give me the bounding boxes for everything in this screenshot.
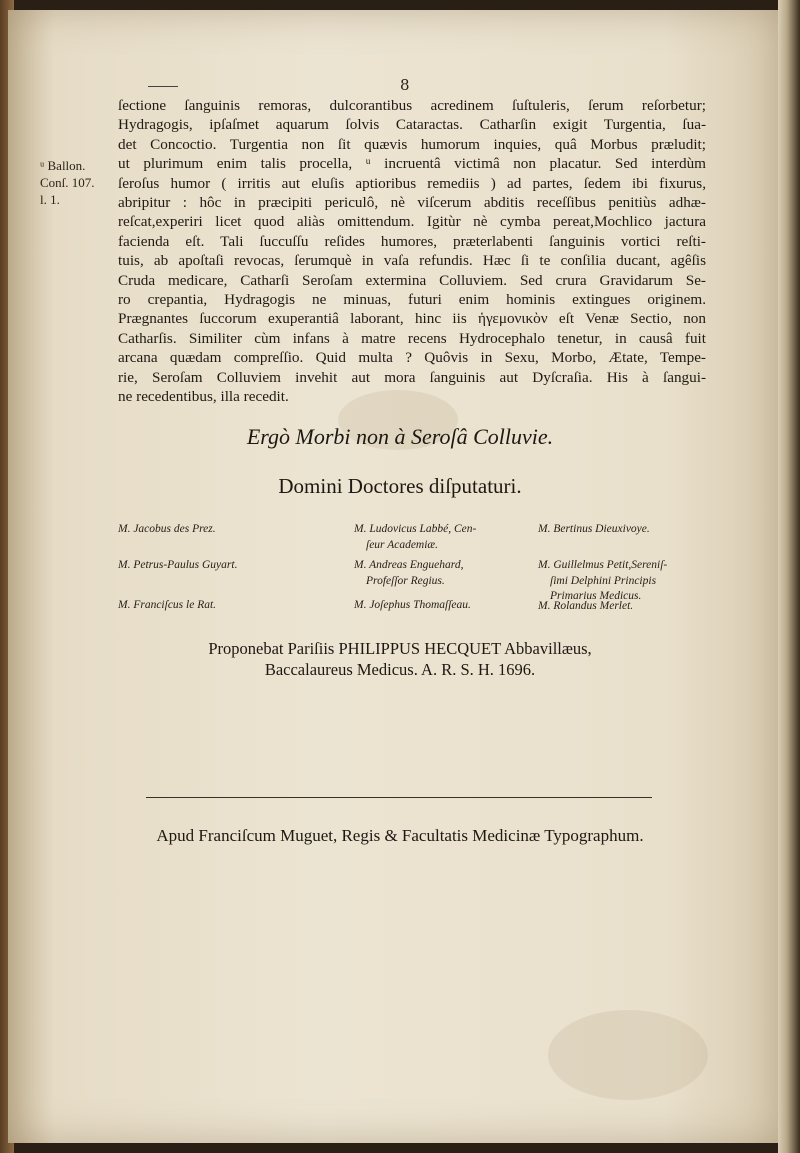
body-line: abripitur : hôc in præcipiti periculô, nè viſcerum abditis receſſibus penitiùs adhæ- bbox=[118, 194, 706, 212]
page-edge bbox=[778, 0, 800, 1153]
disputant-name: M. Andreas Enguehard, bbox=[354, 559, 464, 571]
disputant-name: M. Franciſcus le Rat. bbox=[118, 599, 217, 611]
body-line: Hydragogis, ipſaſmet aquarum ſolvis Cataractas. Catharſin exigit Turgentia, ſua- bbox=[118, 116, 706, 134]
body-line: ut plurimum enim talis procella, ᵘ incruentâ victimâ non placatur. Sed interdùm bbox=[118, 155, 706, 173]
body-line: reſcat,experiri licet quod aliàs omittendum. Igitùr nè cymba pereat,Mochlico jactura bbox=[118, 213, 706, 231]
disputant-name: M. Petrus-Paulus Guyart. bbox=[118, 559, 238, 571]
disputant-name: M. Rolandus Merlet. bbox=[538, 600, 634, 612]
paper-stain bbox=[548, 1010, 708, 1100]
body-text bbox=[118, 96, 706, 407]
disputants-title: Domini Doctores diſputaturi. bbox=[278, 474, 522, 498]
disputant-name-cont: ſeur Academiæ. bbox=[366, 539, 438, 551]
disputant-name-cont: ſimi Delphini Principis bbox=[550, 575, 657, 587]
disputant-name: M. Ludovicus Labbé, Cen- bbox=[354, 523, 477, 535]
body-line: ro crepantia, Hydragogis ne minuas, futuri enim hominis extingues originem. bbox=[118, 291, 706, 309]
disputant-name: M. Guillelmus Petit,Sereniſ- bbox=[538, 559, 668, 571]
margin-note-line: ᵘ Ballon. bbox=[40, 158, 86, 173]
body-line: ſeroſus humor ( irritis aut eluſis aptioribus remediis ) ad partes, ſedem ibi fixurus, bbox=[118, 174, 706, 192]
proponebat-statement bbox=[0, 638, 800, 680]
header-rule bbox=[148, 86, 178, 87]
body-line: ne recedentibus, illa recedit. bbox=[118, 388, 289, 406]
printer-imprint: Apud Franciſcum Muguet, Regis & Facultatis Medicinæ Typographum. bbox=[156, 826, 644, 845]
disputant-name-cont: Primarius Medicus. bbox=[550, 590, 642, 602]
proponebat-line: Proponebat Pariſiis PHILIPPUS HECQUET Abbavillæus, bbox=[208, 639, 592, 658]
disputant-name: M. Bertinus Dieuxivoye. bbox=[538, 523, 650, 535]
body-line: Cruda medicare, Catharſi Seroſam extermina Colluviem. Sed crura Gravidarum Se- bbox=[118, 271, 706, 289]
margin-note-line: Conſ. 107. bbox=[40, 175, 95, 190]
body-line: det Concoctio. Turgentia non ſit quævis humorum inquies, quâ Morbus præludit; bbox=[118, 135, 706, 153]
conclusion-heading: Ergò Morbi non à Seroſâ Colluvie. bbox=[246, 424, 554, 449]
body-line: facienda eſt. Tali ſuccuſſu reſides humores, præterlabenti ſanguinis vortici reſti- bbox=[118, 232, 706, 250]
disputant-name-cont: Profeſſor Regius. bbox=[366, 575, 445, 587]
proponebat-line: Baccalaureus Medicus. A. R. S. H. 1696. bbox=[264, 660, 536, 679]
body-line: tuis, ab apoſtaſi revocas, ſerumquè in vaſa refundis. Hæc ſi te conſilia ducant, agêſis bbox=[118, 252, 706, 270]
body-line: ſectione ſanguinis remoras, dulcorantibus acredinem ſuſtuleris, ſerum reſorbetur; bbox=[118, 97, 706, 114]
body-line: arcana quædam compreſſio. Quid multa ? Quôvis in Sexu, Morbo, Ætate, Tempe- bbox=[118, 349, 706, 367]
disputant-name: M. Joſephus Thomaſſeau. bbox=[354, 599, 471, 611]
body-line: rie, Seroſam Colluviem invehit aut mora ſanguinis aut Dyſcraſia. His à ſangui- bbox=[118, 368, 706, 386]
page-number: 8 bbox=[400, 76, 410, 94]
disputant-name: M. Jacobus des Prez. bbox=[118, 523, 216, 535]
separator-rule bbox=[146, 797, 652, 798]
body-line: Catharſis. Similiter cùm infans à matre recens Hydrocephalo tenetur, in causâ fuit bbox=[118, 329, 706, 347]
body-line: Prægnantes ſuccorum exuperantiâ laborant, hinc iis ἡγεμονικὸν eſt Venæ Sectio, non bbox=[118, 310, 706, 328]
margin-note-line: l. 1. bbox=[40, 192, 60, 207]
margin-note bbox=[40, 157, 112, 208]
